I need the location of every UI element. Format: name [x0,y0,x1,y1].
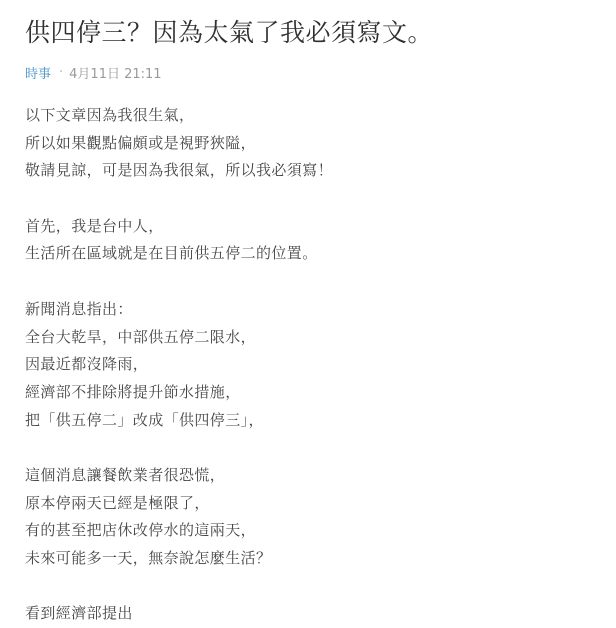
paragraph-line: 這個消息讓餐飲業者很恐慌， [25,465,226,484]
paragraph-spacer [25,185,595,213]
paragraph-line: 經濟部不排除將提升節水措施， [25,382,241,401]
post-timestamp: 4月11日 21:11 [69,67,162,82]
paragraph-line: 新聞消息指出： [25,299,133,318]
paragraph [25,296,595,434]
paragraph-line: 因最近都沒降雨， [25,355,149,374]
paragraph-line: 敬請見諒，可是因為我很氣，所以我必須寫！ [25,161,334,180]
paragraph-line: 所以如果觀點偏頗或是視野狹隘， [25,133,257,152]
paragraph-line: 有的甚至把店休改停水的這兩天， [25,521,257,540]
paragraph-spacer [25,434,595,462]
paragraph-line: 把「供五停二」改成「供四停三」， [25,410,264,429]
article-title: 供四停三？因為太氣了我必須寫文。 [25,18,434,47]
meta-separator: · [59,65,64,80]
paragraph-line: 全台大乾旱，中部供五停二限水， [25,327,257,346]
paragraph-line: 看到經濟部提出 [25,604,133,623]
paragraph [25,213,595,268]
paragraph-line: 原本停兩天已經是極限了， [25,493,210,512]
paragraph-spacer [25,573,595,601]
paragraph-line: 未來可能多一天，無奈說怎麼生活？ [25,549,272,567]
paragraph-line: 生活所在區域就是在目前供五停二的位置。 [25,244,318,263]
paragraph-spacer [25,268,595,296]
paragraph [25,462,595,573]
paragraph-line: 首先，我是台中人， [25,216,164,235]
article-meta [25,63,162,82]
paragraph-line: 以下文章因為我很生氣， [25,106,195,124]
paragraph [25,102,595,185]
category-link[interactable]: 時事 [25,67,52,82]
article-body [25,102,595,628]
